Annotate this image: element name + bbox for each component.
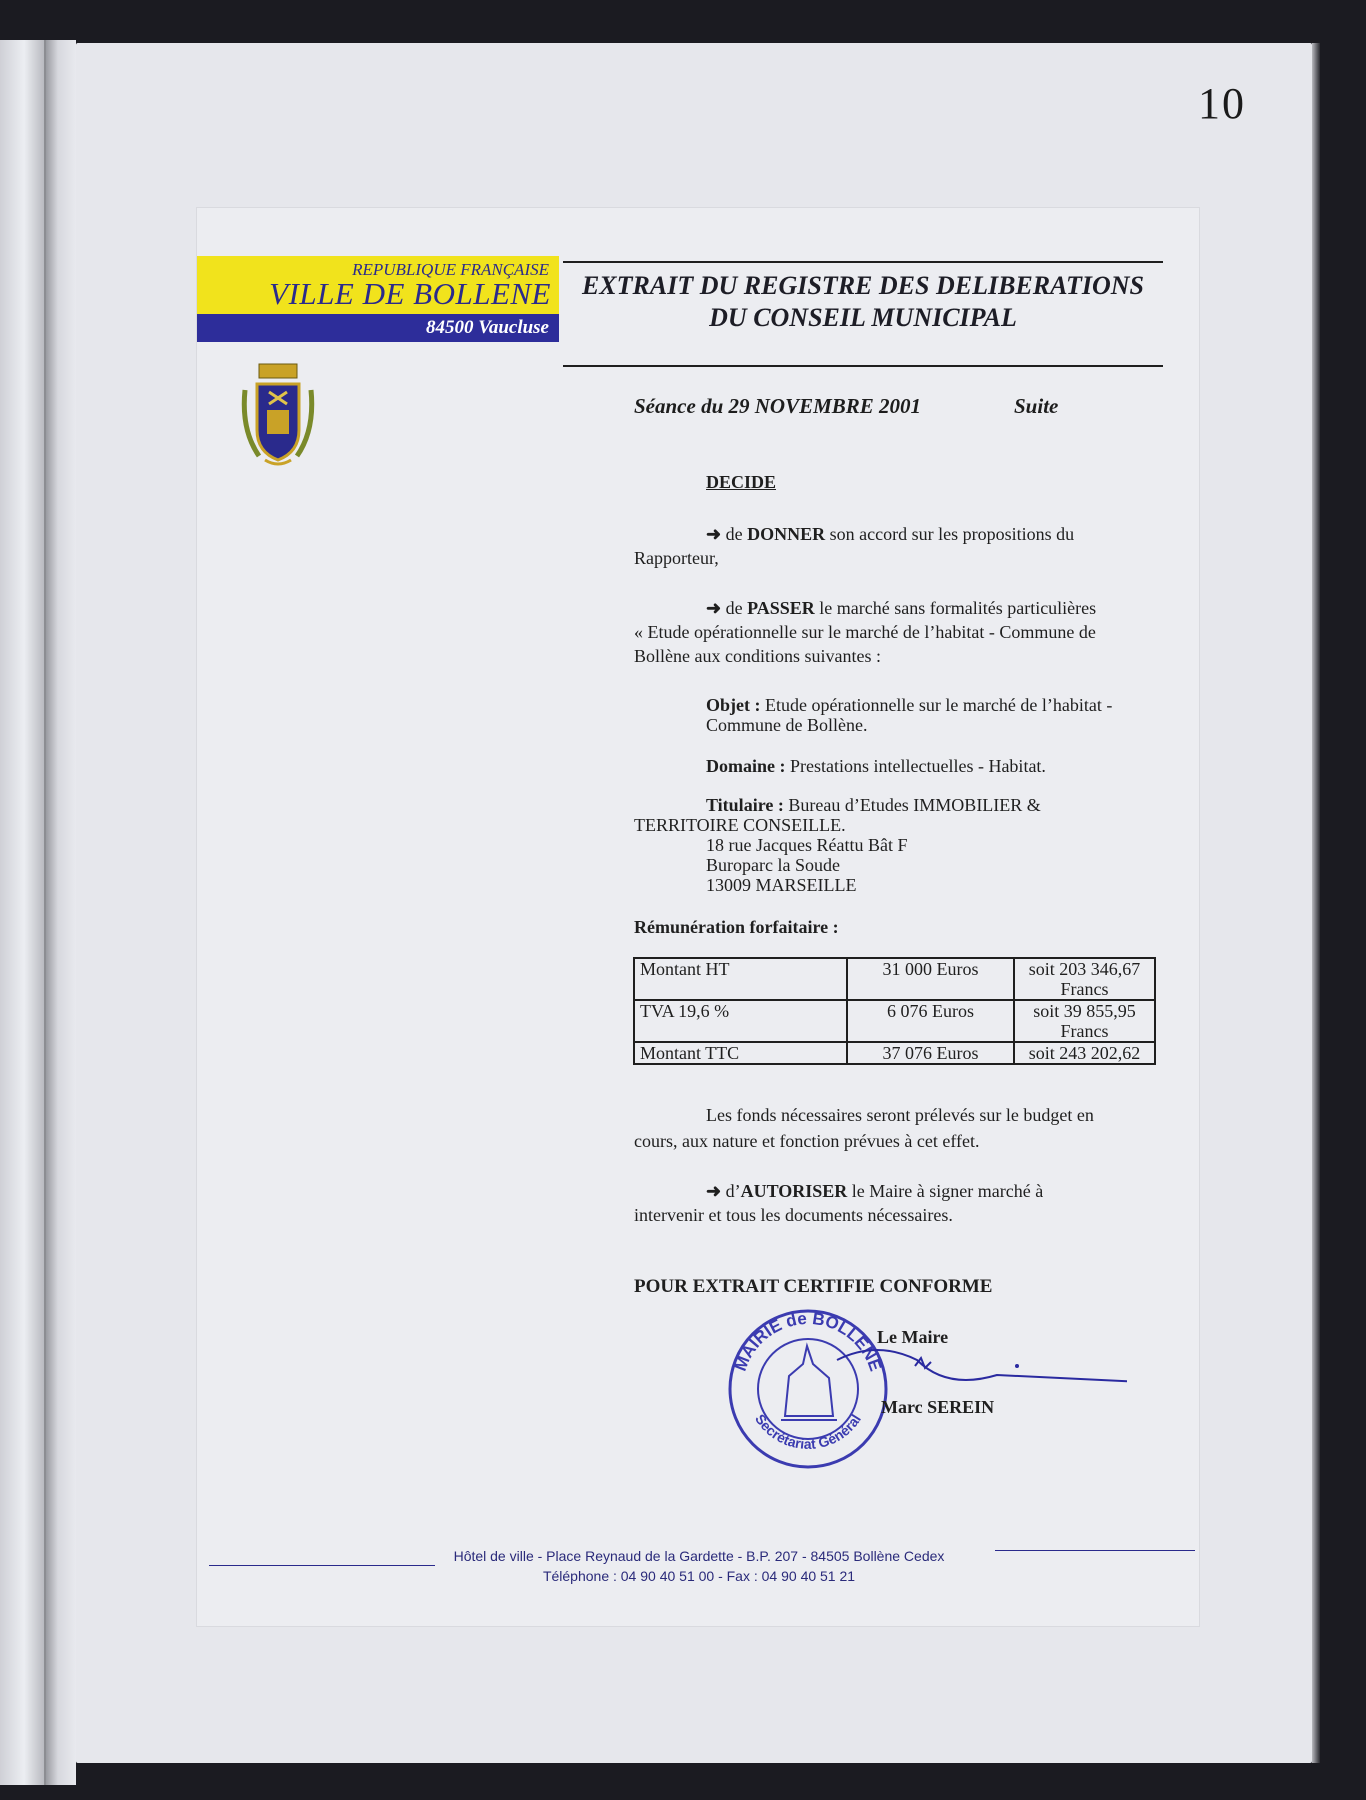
session-suite: Suite <box>1014 394 1059 418</box>
letterhead-yellow-band <box>197 256 559 314</box>
title-rule-top <box>563 261 1163 263</box>
titulaire-address-3: 13009 MARSEILLE <box>706 875 857 895</box>
titulaire-address-1: 18 rue Jacques Réattu Bât F <box>706 835 908 855</box>
table-cell-label: Montant HT <box>634 958 847 1000</box>
footer-phone: Téléphone : 04 90 40 51 00 - Fax : 04 90 40 51 21 <box>542 1568 856 1584</box>
table-cell-euros: 31 000 Euros <box>847 958 1014 1000</box>
table-row <box>634 1000 1155 1042</box>
table-cell-label: TVA 19,6 % <box>634 1000 847 1042</box>
item-donner-line-2: Rapporteur, <box>634 548 719 568</box>
letterhead-republic: REPUBLIQUE FRANÇAISE <box>352 260 549 279</box>
domaine-line: Domaine : Prestations intellectuelles - Habitat. <box>706 756 1046 776</box>
titulaire-line-2: TERRITOIRE CONSEILLE. <box>634 815 846 835</box>
coat-of-arms-icon <box>239 360 317 470</box>
table-cell-euros: 6 076 Euros <box>847 1000 1014 1042</box>
table-row <box>634 1042 1155 1064</box>
arrow-icon: ➜ <box>706 524 726 544</box>
funds-line-2: cours, aux nature et fonction prévues à cet effet. <box>634 1131 980 1151</box>
footer-address: Hôtel de ville - Place Reynaud de la Gardette - B.P. 207 - 84505 Bollène Cedex <box>453 1548 945 1564</box>
document-sheet <box>196 207 1200 1627</box>
title-rule-bottom <box>563 365 1163 367</box>
binder-gutter <box>46 40 76 1785</box>
signatory-role: Le Maire <box>877 1327 949 1347</box>
table-cell-francs: soit 243 202,62 <box>1014 1042 1155 1064</box>
letterhead-city: VILLE DE BOLLENE <box>269 276 551 311</box>
table-cell-euros: 37 076 Euros <box>847 1042 1014 1064</box>
arrow-icon: ➜ <box>706 598 726 618</box>
titulaire-line: Titulaire : Bureau d’Etudes IMMOBILIER & <box>706 795 1041 815</box>
svg-text:Secrétariat Général <box>752 1411 864 1452</box>
titulaire-address-2: Buroparc la Soude <box>706 855 840 875</box>
title-line-1: EXTRAIT DU REGISTRE DES DELIBERATIONS <box>581 271 1145 300</box>
arrow-icon: ➜ <box>706 1181 726 1201</box>
title-line-2: DU CONSEIL MUNICIPAL <box>709 303 1017 332</box>
page-number: 10 <box>1198 79 1246 128</box>
item-passer-line-2: « Etude opérationnelle sur le marché de l’habitat - Commune de <box>634 622 1096 642</box>
objet-line: Objet : Etude opérationnelle sur le marché de l’habitat - <box>706 695 1113 715</box>
certify-heading: POUR EXTRAIT CERTIFIE CONFORME <box>634 1276 993 1297</box>
item-passer: ➜ de PASSER le marché sans formalités particulières <box>706 598 1097 618</box>
funds-line-1: Les fonds nécessaires seront prélevés sur le budget en <box>706 1105 1094 1125</box>
handwritten-signature <box>797 1320 1127 1400</box>
session-date: Séance du 29 NOVEMBRE 2001 <box>634 394 922 418</box>
table-row <box>634 958 1155 1000</box>
binder-spine <box>0 40 46 1785</box>
item-autoriser: ➜ d’AUTORISER le Maire à signer marché à <box>706 1181 1044 1201</box>
remuneration-table <box>633 957 1156 1065</box>
page-edge <box>1312 43 1320 1763</box>
item-donner: ➜ de DONNER son accord sur les propositions du <box>706 524 1075 544</box>
signatory-name: Marc SEREIN <box>881 1397 995 1417</box>
objet-line-2: Commune de Bollène. <box>706 715 868 735</box>
item-autoriser-line-2: intervenir et tous les documents nécessaires. <box>634 1205 953 1225</box>
table-cell-label: Montant TTC <box>634 1042 847 1064</box>
decide-heading: DECIDE <box>706 472 777 492</box>
remuneration-label: Rémunération forfaitaire : <box>634 917 839 937</box>
letterhead-blue-band <box>197 314 559 342</box>
letterhead-postcode: 84500 Vaucluse <box>426 317 549 338</box>
table-cell-francs: soit 39 855,95 Francs <box>1014 1000 1155 1042</box>
item-passer-line-3: Bollène aux conditions suivantes : <box>634 646 881 666</box>
stamp-bottom-text: Secrétariat Général <box>751 1411 864 1452</box>
stamp-top-text: MAIRIE de BOLLENE <box>730 1308 886 1374</box>
table-cell-francs: soit 203 346,67 Francs <box>1014 958 1155 1000</box>
